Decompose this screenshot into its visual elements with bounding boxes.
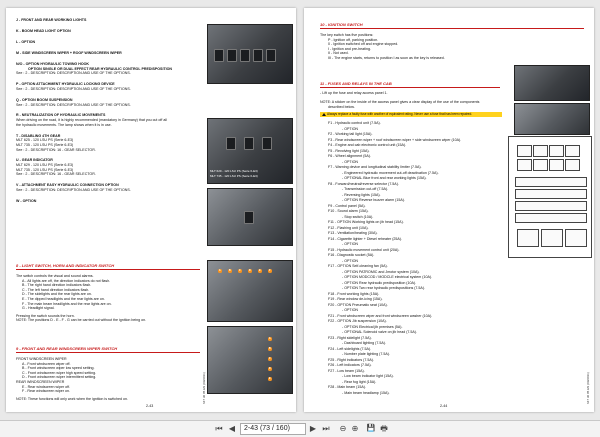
warning-icon bbox=[322, 113, 326, 116]
section-line: MLT 735 - 120 LSU PS (Serie 6-E3) bbox=[16, 167, 74, 172]
fuse-entry: - OPTION Electrical jib premises (5A). bbox=[342, 324, 403, 329]
fuse-entry: F4 - Engine and cab electronic control unit (15A). bbox=[328, 143, 407, 147]
page-number: 2-43 bbox=[146, 404, 154, 408]
section-divider bbox=[320, 87, 500, 88]
relay-cell bbox=[549, 145, 564, 157]
fuse-entry: F20 - OPTION Pneumatic seat (10A). bbox=[328, 302, 388, 307]
relay-cell bbox=[533, 145, 548, 157]
rocker-switch bbox=[244, 211, 254, 224]
fuse-entry: F27 - Low beam (15A). bbox=[328, 368, 365, 373]
fuse-entry: F2 - Working tail light (15A). bbox=[328, 132, 373, 136]
fuse-entry: F15 - Hydraulic movement control unit (20A). bbox=[328, 247, 400, 252]
gear-switch-photo bbox=[207, 118, 293, 184]
section-note: NOTE: These functions will only work when the ignition is switched on. bbox=[16, 396, 128, 401]
rocker-switch bbox=[214, 49, 224, 62]
fuse-entry: - Dashboard lighting (7.5A). bbox=[342, 341, 386, 345]
fuse-entry: F16 - Diagnostic socket (5A). bbox=[328, 253, 375, 257]
fuse-entry: - OPTION Reverse buzzer alarm (15A). bbox=[342, 198, 405, 202]
section-heading: K - BOOM HEAD LIGHT OPTION bbox=[16, 29, 71, 33]
fuse-entry: F19 - Rear window de-icing (15A). bbox=[328, 297, 383, 301]
section-line: When driving on the road, it is highly recommended (mandatory in Germany) that you cut off all bbox=[16, 118, 167, 123]
rocker-switch bbox=[227, 49, 237, 62]
page-number-field[interactable] bbox=[240, 423, 306, 435]
print-button[interactable]: 🖶 bbox=[380, 424, 388, 433]
label-dot: E bbox=[268, 377, 271, 380]
label-dot: B bbox=[228, 269, 231, 272]
section-line: OPTION SINGLE OR DUAL EFFECT REAR HYDRAULIC CONTROL PREDISPOSITION bbox=[28, 66, 173, 71]
fuse-row bbox=[515, 177, 587, 187]
fuse-entry: - Stop switch (10A). bbox=[342, 214, 374, 219]
section-8-title: 8 - LIGHT SWITCH, HORN AND INDICATOR SWITCH bbox=[16, 263, 115, 268]
section-line: A - Front windscreen wiper off. bbox=[22, 361, 71, 366]
section-heading: T - DISABLING 4TH GEAR bbox=[16, 133, 61, 138]
fuse-entry: F12 - Flashing unit (10A). bbox=[328, 225, 369, 230]
left-page bbox=[6, 8, 296, 412]
section-heading: Q - OPTION BOOM SUSPENSION bbox=[16, 97, 73, 102]
label-dot: C bbox=[238, 269, 241, 272]
rocker-switch bbox=[266, 49, 276, 62]
fuse-row bbox=[515, 201, 587, 211]
section-line: A - All lights are off, the direction indicators do not flash. bbox=[22, 278, 111, 283]
first-page-button[interactable]: ⏮ bbox=[215, 424, 223, 433]
label-dot: A bbox=[268, 337, 271, 340]
section-line: FRONT WINDSCREEN WIPER bbox=[16, 357, 67, 361]
fuse-entry: - OPTIONAL Solenoid valve on jib head (7.5A). bbox=[342, 330, 417, 334]
section-line: C - The left hand direction indicators flash. bbox=[22, 287, 90, 292]
fuse-entry: F13 - Ventilation/heating (30A). bbox=[328, 231, 378, 235]
zoom-in-button[interactable]: ⊕ bbox=[351, 424, 359, 433]
fuse-entry: - Transmission cut-off (7.5A). bbox=[342, 187, 389, 191]
light-switch-photo bbox=[207, 260, 293, 322]
vertical-reference: 647 30 05 EN (09/2011) bbox=[202, 372, 206, 404]
section-11-intro: - Lift up the fuse and relay access panel 1. bbox=[320, 91, 388, 95]
relay-cell bbox=[565, 159, 580, 171]
relay-cell bbox=[549, 159, 564, 171]
fuse-entry: - OPTIONAL Blue front and rear working lights (15A). bbox=[342, 176, 427, 180]
section-heading: U - GEAR INDICATOR bbox=[16, 158, 53, 163]
vertical-reference: 647 30 05 EN (09/2011) bbox=[586, 372, 590, 404]
fuse-entry: - OPTION Rear hydraulic predisposition (10A). bbox=[342, 280, 417, 285]
section-heading: J - FRONT AND REAR WORKING LIGHTS bbox=[16, 18, 87, 22]
section-line: I - Ignition and pre-heating. bbox=[328, 46, 371, 51]
fuse-entry: F3 - Rear windscreen wiper + roof windscreen wiper + side windscreen wiper (10A). bbox=[328, 137, 462, 142]
section-line: See : 2 - DESCRIPTION: DESCRIPTION AND USE OF THE OPTIONS. bbox=[16, 87, 131, 91]
fuse-entry: F7 - Warning device and longitudinal stability limiter (7.5A). bbox=[328, 165, 422, 169]
rocker-switch bbox=[226, 137, 236, 150]
fuse-entry: - OPTION Two rear hydraulic predispositions (7.5A). bbox=[342, 286, 426, 290]
rocker-switch bbox=[262, 137, 272, 150]
label-dot: F bbox=[269, 269, 271, 272]
fuse-entry: F25 - Right indicators (7.5A). bbox=[328, 357, 374, 362]
section-11-title: 11 - FUSES AND RELAYS IN THE CAB bbox=[320, 81, 392, 86]
fuse-entry: - OPTION bbox=[342, 258, 358, 263]
section-line: MLT 735 - 120 LSU PS (Serie 6-E3) bbox=[16, 143, 74, 147]
prev-page-button[interactable]: ◀ bbox=[228, 424, 236, 433]
fuse-entry: - Engineered hydraulic movement cut-off deactivation (7.5A). bbox=[342, 170, 439, 175]
fuse-entry: F11 - OPTION Working lights on jib head (15A). bbox=[328, 220, 404, 224]
fuse-entry: - Low beam indicator light (15A). bbox=[342, 374, 394, 378]
section-line: P - Ignition off, parking position. bbox=[328, 37, 379, 42]
photo-caption: MLT 629 - 120 LSU PS (Serie 6-E3) bbox=[210, 169, 258, 173]
fuse-entry: F23 - Right sidelight (7.5A). bbox=[328, 335, 372, 340]
section-divider bbox=[320, 28, 584, 29]
section-11-note: NOTE: A sticker on the inside of the access panel gives a clear display of the use of the components bbox=[320, 100, 480, 104]
section-line: E - Rear windscreen wiper off. bbox=[22, 384, 71, 389]
viewer-toolbar bbox=[0, 420, 600, 437]
fuse-entry: F28 - Main beam (15A). bbox=[328, 385, 366, 389]
section-heading: R - NEUTRALIZATION OF HYDRAULIC MOVEMENTS bbox=[16, 113, 106, 118]
zoom-out-button[interactable]: ⊖ bbox=[339, 424, 347, 433]
section-line: D - Front windscreen wiper intermittent setting. bbox=[22, 375, 97, 380]
fuse-entry: F10 - Sound alarm (15A). bbox=[328, 209, 369, 213]
section-10-title: 10 - IGNITION SWITCH bbox=[320, 22, 363, 27]
relay-cell bbox=[541, 229, 563, 247]
relay-cell bbox=[517, 159, 532, 171]
wiper-switch-photo bbox=[207, 326, 293, 394]
label-dot: B bbox=[268, 347, 271, 350]
fuse-row bbox=[515, 213, 587, 223]
section-line: The switch controls the visual and sound alarms. bbox=[16, 274, 94, 278]
section-heading: P - OPTION ATTACHMENT HYDRAULIC LOCKING DEVICE bbox=[16, 82, 115, 87]
section-line: See : 2 - DESCRIPTION: 16 - GEAR SELECTOR. bbox=[16, 172, 96, 177]
fuse-box-diagram bbox=[508, 136, 592, 258]
section-line: NOTE: The positions D - E - F - G can be carried out without the ignition being on. bbox=[16, 318, 147, 323]
section-line: D - The sidelights and the rear lights are on. bbox=[22, 292, 92, 297]
fuse-entry: F5 - Revolving light (15A). bbox=[328, 148, 370, 153]
page-number: 2-44 bbox=[440, 404, 448, 408]
rocker-switch bbox=[253, 49, 263, 62]
fuse-entry: - Number plate lighting (7.5A). bbox=[342, 352, 390, 356]
fuse-entry: - OPTION bbox=[342, 126, 358, 131]
fuse-entry: F6 - Wheel alignment (5A). bbox=[328, 154, 371, 158]
fuse-entry: - Rear fog light (15A). bbox=[342, 379, 377, 384]
fuse-warning-text: Always replace a faulty fuse with another of equivalent rating. Never use a fuse that has been repaired. bbox=[327, 112, 473, 116]
fuse-entry: - OPTION bbox=[342, 242, 358, 246]
section-line: G - Headlight signal. bbox=[22, 306, 55, 311]
photo-caption: MLT 735 - 120 LSU PS (Serie 6-E3) bbox=[210, 174, 258, 178]
fuse-entry: F21 - Front windscreen wiper and front windscreen washer (10A). bbox=[328, 313, 433, 318]
section-line: F - The main beam headlights and the rear lights are on. bbox=[22, 301, 112, 306]
fuse-entry: F18 - Front working lights (15A). bbox=[328, 291, 380, 296]
relay-cell bbox=[533, 159, 548, 171]
section-line: 0 - Ignition switched off and engine stopped. bbox=[328, 42, 399, 47]
section-line: MLT 625 - 120 LSU PS (Serie 6-E3) bbox=[16, 138, 74, 143]
section-line: the hydraulic movements. The lamp shows when it is in use. bbox=[16, 122, 112, 127]
ignition-photo bbox=[514, 65, 590, 101]
save-button[interactable]: 💾 bbox=[366, 425, 376, 432]
section-line: C - Front windscreen wiper high speed setting. bbox=[22, 370, 97, 375]
section-line: See : 2 - DESCRIPTION: DESCRIPTION AND USE OF THE OPTIONS. bbox=[16, 102, 131, 107]
section-line: II - Not used. bbox=[328, 51, 349, 56]
section-heading: M - SIDE WINDSCREEN WIPER + ROOF WINDSCREEN WIPER bbox=[16, 51, 122, 55]
section-line: F - Rear windscreen wiper on. bbox=[22, 389, 70, 394]
section-heading: N/O - OPTION HYDRAULIC TOWING HOOK bbox=[16, 62, 90, 66]
fuse-entry: - OPTION MODCOD / MODCLE electrical system (10A). bbox=[342, 275, 433, 279]
section-heading: V - ATTACHMENT EASY HYDRAULIC CONNECTION OPTION bbox=[16, 183, 119, 188]
relay-cell bbox=[565, 145, 580, 157]
easy-connection-photo bbox=[207, 188, 293, 246]
relay-cell bbox=[517, 229, 539, 247]
fuse-entry: F22 - OPTION Jib suspension (10A). bbox=[328, 319, 387, 323]
right-page bbox=[304, 8, 594, 412]
section-heading: L - OPTION bbox=[16, 40, 36, 44]
fuse-entry: - OPTION bbox=[342, 159, 358, 164]
label-dot: A bbox=[218, 269, 221, 272]
fuse-entry: - OPTION PATROMIC and Jmotor system (10A). bbox=[342, 269, 420, 274]
section-line: The key switch has five positions: bbox=[320, 33, 374, 37]
section-divider bbox=[16, 352, 200, 353]
next-page-button[interactable]: ▶ bbox=[309, 424, 317, 433]
section-line: See : 2 - DESCRIPTION: DESCRIPTION AND USE OF THE OPTIONS. bbox=[16, 71, 131, 76]
section-line: See : 2 - DESCRIPTION: 16 - GEAR SELECTOR. bbox=[16, 147, 96, 152]
section-line: III - The engine starts, returns to position I as soon as the key is released. bbox=[328, 56, 445, 60]
fuse-entry: F8 - Forward/neutral/reverse selector (7.5A). bbox=[328, 181, 399, 186]
section-line: B - Front windscreen wiper low speed setting. bbox=[22, 366, 95, 371]
fuse-entry: F24 - Left sidelights (7.5A). bbox=[328, 346, 372, 351]
section-heading: W - OPTION bbox=[16, 198, 37, 203]
relay-cell bbox=[517, 145, 532, 157]
switch-panel-photo bbox=[207, 24, 293, 84]
label-dot: D bbox=[248, 269, 251, 272]
fuse-access-photo bbox=[514, 103, 590, 135]
fuse-entry: F14 - Cigarette lighter + Diesel reheater (25A). bbox=[328, 236, 403, 241]
section-line: Pressing the switch sounds the horn. bbox=[16, 313, 75, 318]
section-line: B - The right hand direction indicators flash. bbox=[22, 283, 92, 288]
fuse-entry: - OPTION bbox=[342, 308, 358, 312]
rocker-switch bbox=[240, 49, 250, 62]
fuse-entry: F1 - Hydraulic control unit (7.5A). bbox=[328, 121, 381, 125]
fuse-entry: F17 - OPTION Self-cleaning fan (5A). bbox=[328, 264, 388, 268]
fuse-entry: F26 - Left indicators (7.5A). bbox=[328, 363, 372, 367]
section-divider bbox=[16, 269, 200, 270]
rocker-switch bbox=[244, 137, 254, 150]
fuse-entry: F9 - Control panel (5A). bbox=[328, 203, 366, 208]
label-dot: D bbox=[268, 367, 271, 370]
section-9-title: 9 - FRONT AND REAR WINDSCREEN WIPER SWITCH bbox=[16, 346, 118, 351]
section-line: See : 2 - DESCRIPTION: DESCRIPTION AND USE OF THE OPTIONS. bbox=[16, 188, 131, 192]
section-11-note: described below. bbox=[328, 104, 355, 109]
section-line: REAR WINDSCREEN WIPER bbox=[16, 380, 65, 384]
fuse-warning bbox=[320, 112, 502, 117]
relay-cell bbox=[565, 229, 587, 247]
section-line: E - The dipped headlights and the rear lights are on. bbox=[22, 297, 105, 301]
label-dot: C bbox=[268, 357, 271, 360]
fuse-entry: - Reversing lights (15A). bbox=[342, 192, 381, 197]
fuse-row bbox=[515, 189, 587, 199]
fuse-entry: - Main beam headlamp (15A). bbox=[342, 390, 390, 395]
section-line: MLT 629 - 120 LSU PS (Serie 6-E3) bbox=[16, 163, 74, 168]
last-page-button[interactable]: ⏭ bbox=[322, 424, 330, 433]
label-dot: E bbox=[258, 269, 261, 272]
